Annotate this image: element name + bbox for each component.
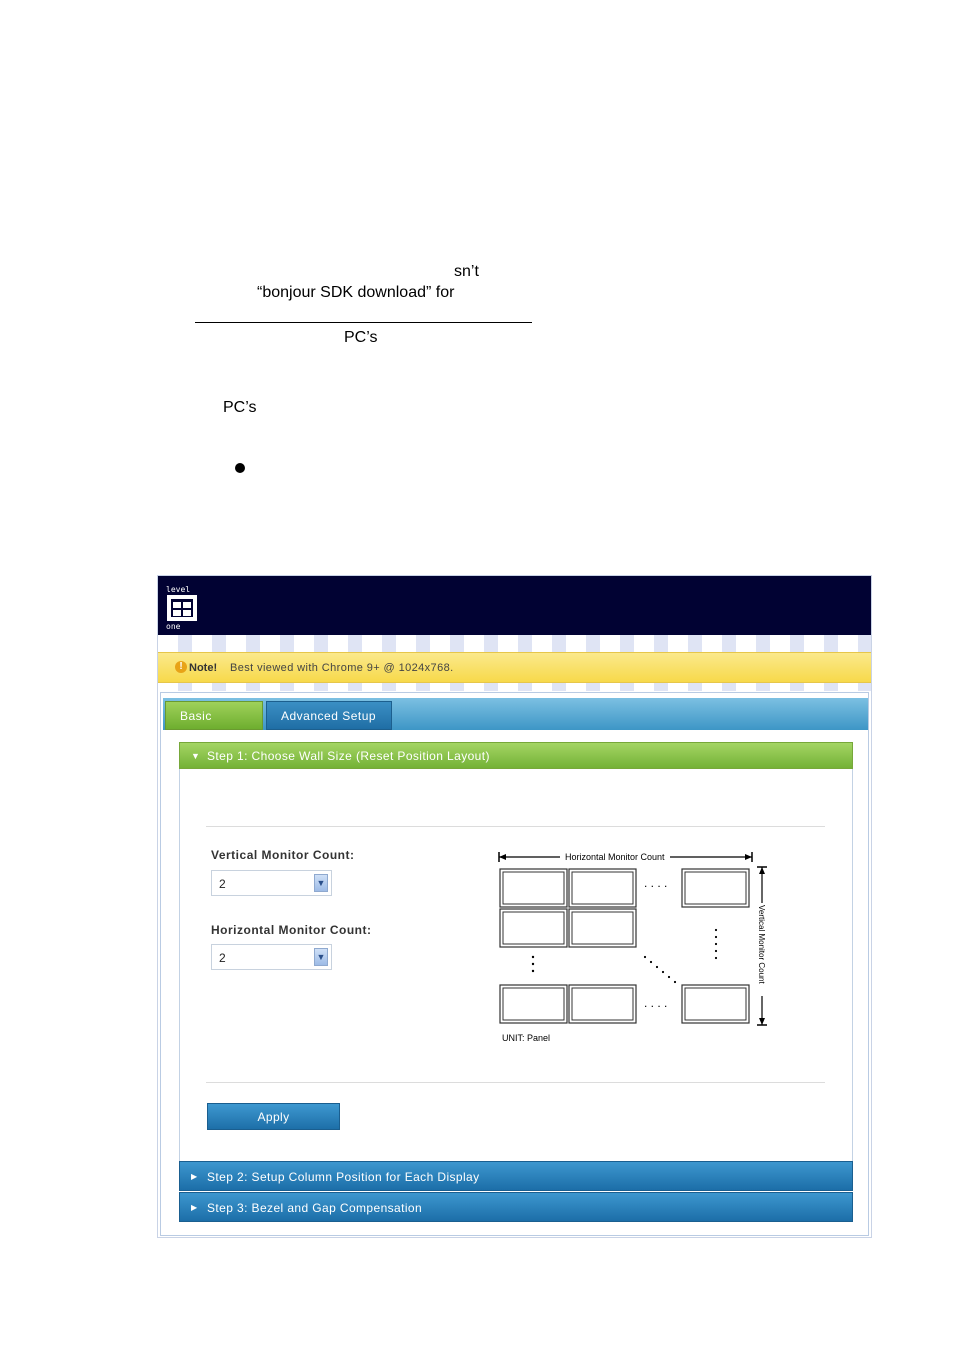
step1-body bbox=[179, 769, 853, 1161]
vertical-count-value: 2 bbox=[219, 877, 226, 891]
doc-text-fragment: “bonjour SDK download” for bbox=[257, 284, 455, 301]
step1-title: Step 1: Choose Wall Size (Reset Position Layout) bbox=[207, 749, 490, 763]
step2-header[interactable] bbox=[179, 1161, 853, 1191]
vertical-count-label: Vertical Monitor Count: bbox=[211, 848, 355, 862]
divider bbox=[206, 826, 825, 827]
chevron-down-icon[interactable]: ▼ bbox=[314, 874, 328, 892]
logo-top-text: level bbox=[166, 585, 191, 594]
levelone-logo-icon bbox=[166, 584, 200, 630]
step1-header[interactable] bbox=[179, 742, 853, 769]
exclamation-icon: ! bbox=[175, 661, 187, 673]
web-ui-screenshot bbox=[157, 575, 872, 1238]
wall-layout-diagram bbox=[498, 847, 768, 1047]
note-text: Best viewed with Chrome 9+ @ 1024x768. bbox=[230, 662, 454, 674]
tab-basic-setup[interactable]: Basic bbox=[165, 701, 263, 730]
chevron-down-icon[interactable]: ▼ bbox=[314, 948, 328, 966]
svg-text:. . . .: . . . . bbox=[644, 996, 668, 1010]
divider bbox=[206, 1082, 825, 1083]
note-label: Note! bbox=[189, 662, 218, 674]
bullet-point bbox=[235, 463, 245, 473]
vertical-count-select[interactable] bbox=[211, 870, 332, 896]
horizontal-count-select[interactable] bbox=[211, 944, 332, 970]
svg-text:. . . .: . . . . bbox=[644, 876, 668, 890]
tab-bar bbox=[163, 698, 868, 730]
step2-title: Step 2: Setup Column Position for Each Display bbox=[207, 1170, 480, 1184]
tab-advanced-setup[interactable]: Advanced Setup bbox=[266, 701, 392, 730]
setup-panel bbox=[160, 692, 869, 1236]
horizontal-count-label: Horizontal Monitor Count: bbox=[211, 923, 372, 937]
doc-text-fragment: PC’s bbox=[344, 329, 378, 346]
note-bar bbox=[158, 652, 871, 683]
doc-divider bbox=[195, 322, 532, 323]
vertical-caption: Vertical Monitor Count bbox=[757, 905, 766, 984]
unit-caption: UNIT: Panel bbox=[502, 1033, 551, 1043]
doc-text-fragment: PC’s bbox=[223, 399, 257, 416]
step3-header[interactable] bbox=[179, 1192, 853, 1222]
header-banner bbox=[158, 576, 871, 635]
doc-text-fragment: sn’t bbox=[454, 263, 479, 280]
decorative-stripe bbox=[158, 683, 871, 691]
decorative-stripe bbox=[158, 635, 871, 652]
logo-bottom-text: one bbox=[166, 622, 181, 630]
horizontal-count-value: 2 bbox=[219, 951, 226, 965]
horizontal-caption: Horizontal Monitor Count bbox=[565, 852, 665, 862]
triangle-right-icon: ▶ bbox=[191, 1203, 198, 1212]
apply-button[interactable]: Apply bbox=[207, 1103, 340, 1130]
step3-title: Step 3: Bezel and Gap Compensation bbox=[207, 1201, 423, 1215]
triangle-right-icon: ▶ bbox=[191, 1172, 198, 1181]
triangle-down-icon: ▼ bbox=[191, 751, 201, 761]
